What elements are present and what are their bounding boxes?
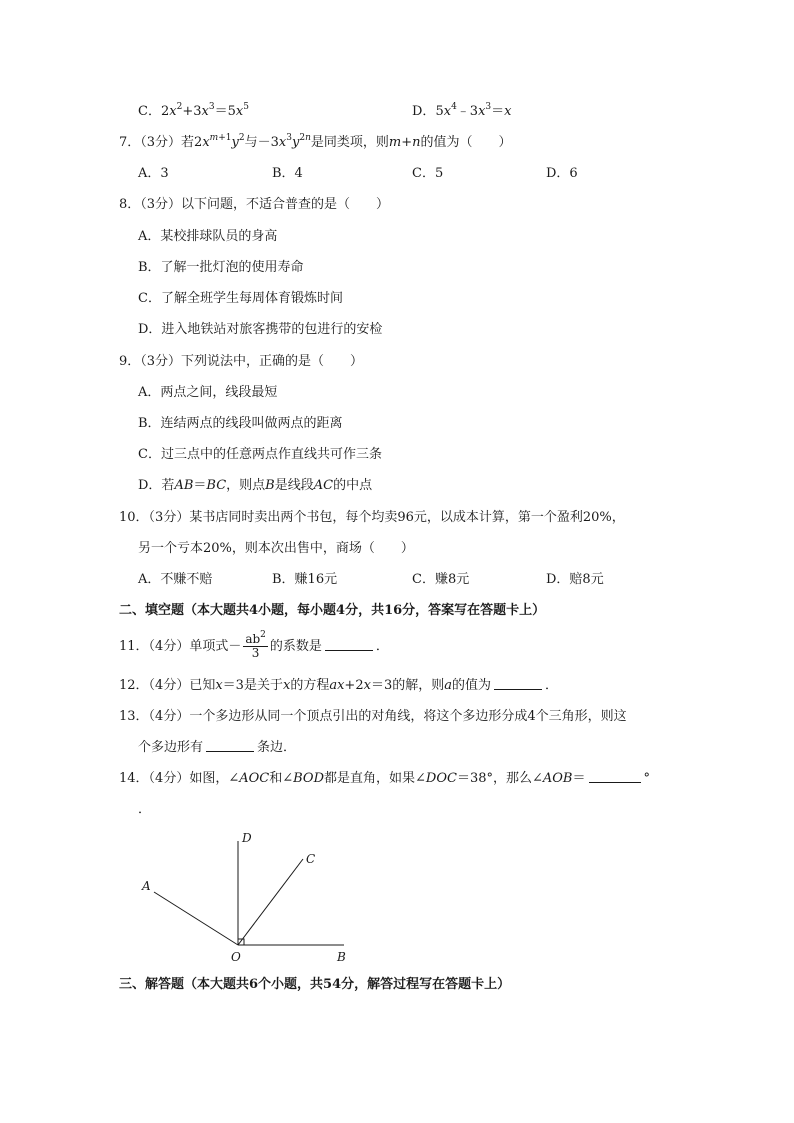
q14-stem: 14．（4分）如图，∠AOC和∠BOD都是直角，如果∠DOC＝38°，那么∠AOB＝ ° <box>119 771 650 786</box>
q8-option-a: A．某校排球队员的身高 <box>138 229 278 244</box>
ray-oc <box>238 859 303 945</box>
q13-stem-line1: 13．（4分）一个多边形从同一个顶点引出的对角线，将这个多边形分成4个三角形，则这 <box>119 709 627 724</box>
q10-option-a: A．不赚不赔 <box>138 572 213 587</box>
q10-stem-line2: 另一个亏本20%，则本次出售中，商场（ ） <box>138 541 414 556</box>
q9-option-b: B．连结两点的线段叫做两点的距离 <box>138 416 343 431</box>
q8-option-c: C．了解全班学生每周体育锻炼时间 <box>138 291 343 306</box>
label-a: A <box>142 879 151 893</box>
q11-answer-blank[interactable] <box>325 638 373 651</box>
q7-option-a: A．3 <box>138 166 169 181</box>
q9-option-d: D．若AB＝BC，则点B是线段AC的中点 <box>138 478 373 493</box>
q7-option-d: D．6 <box>546 166 578 181</box>
q14-angle-figure <box>130 828 370 968</box>
label-b: B <box>337 950 346 964</box>
q6-option-d: D．$5x^4﹣3x^3=x$ <box>412 102 512 119</box>
ray-oa <box>154 892 238 945</box>
q13-stem-line2: 个多边形有 条边． <box>138 740 297 755</box>
q7-option-c: C．5 <box>412 166 444 181</box>
q14-answer-blank[interactable] <box>589 770 641 783</box>
q8-option-d: D．进入地铁站对旅客携带的包进行的安检 <box>138 322 383 337</box>
q11-stem: 11．（4分）单项式－ $\frac{ab^2}{3}$ 的系数是 ． <box>119 630 389 660</box>
section3-title: 三、解答题（本大题共6个小题，共54分，解答过程写在答题卡上） <box>119 977 511 992</box>
q12-answer-blank[interactable] <box>494 677 542 690</box>
q14-stem-dot: ． <box>138 802 152 817</box>
label-c: C <box>306 852 316 866</box>
q9-option-a: A．两点之间，线段最短 <box>138 385 278 400</box>
q10-option-c: C．赚8元 <box>412 572 470 587</box>
label-o: O <box>231 950 241 964</box>
q7-stem: 7．（3分）若$2x^{m+1}y^2$与$-3x^3y^{2n}$是同类项，则m+n的值为（ ） <box>119 133 512 150</box>
q10-stem-line1: 10．（3分）某书店同时卖出两个书包，每个均卖96元，以成本计算，第一个盈利20%， <box>119 510 625 525</box>
q8-option-b: B．了解一批灯泡的使用寿命 <box>138 260 304 275</box>
q10-option-d: D．赔8元 <box>546 572 604 587</box>
section2-title: 二、填空题（本大题共4小题，每小题4分，共16分，答案写在答题卡上） <box>119 603 546 618</box>
q11-fraction: $\frac{ab^2}{3}$ <box>245 630 266 660</box>
label-d: D <box>242 831 252 845</box>
q13-answer-blank[interactable] <box>206 739 254 752</box>
q9-stem: 9．（3分）下列说法中，正确的是（ ） <box>119 354 364 369</box>
q6-option-c: C．$2x^2+3x^3=5x^5$ <box>138 102 249 119</box>
q10-option-b: B．赚16元 <box>272 572 338 587</box>
q7-option-b: B．4 <box>272 166 303 181</box>
q12-stem: 12．（4分）已知x＝3是关于x的方程ax+2x＝3的解，则a的值为 ． <box>119 678 559 693</box>
q9-option-c: C．过三点中的任意两点作直线共可作三条 <box>138 447 382 462</box>
q8-stem: 8．（3分）以下问题，不适合普查的是（ ） <box>119 197 390 212</box>
